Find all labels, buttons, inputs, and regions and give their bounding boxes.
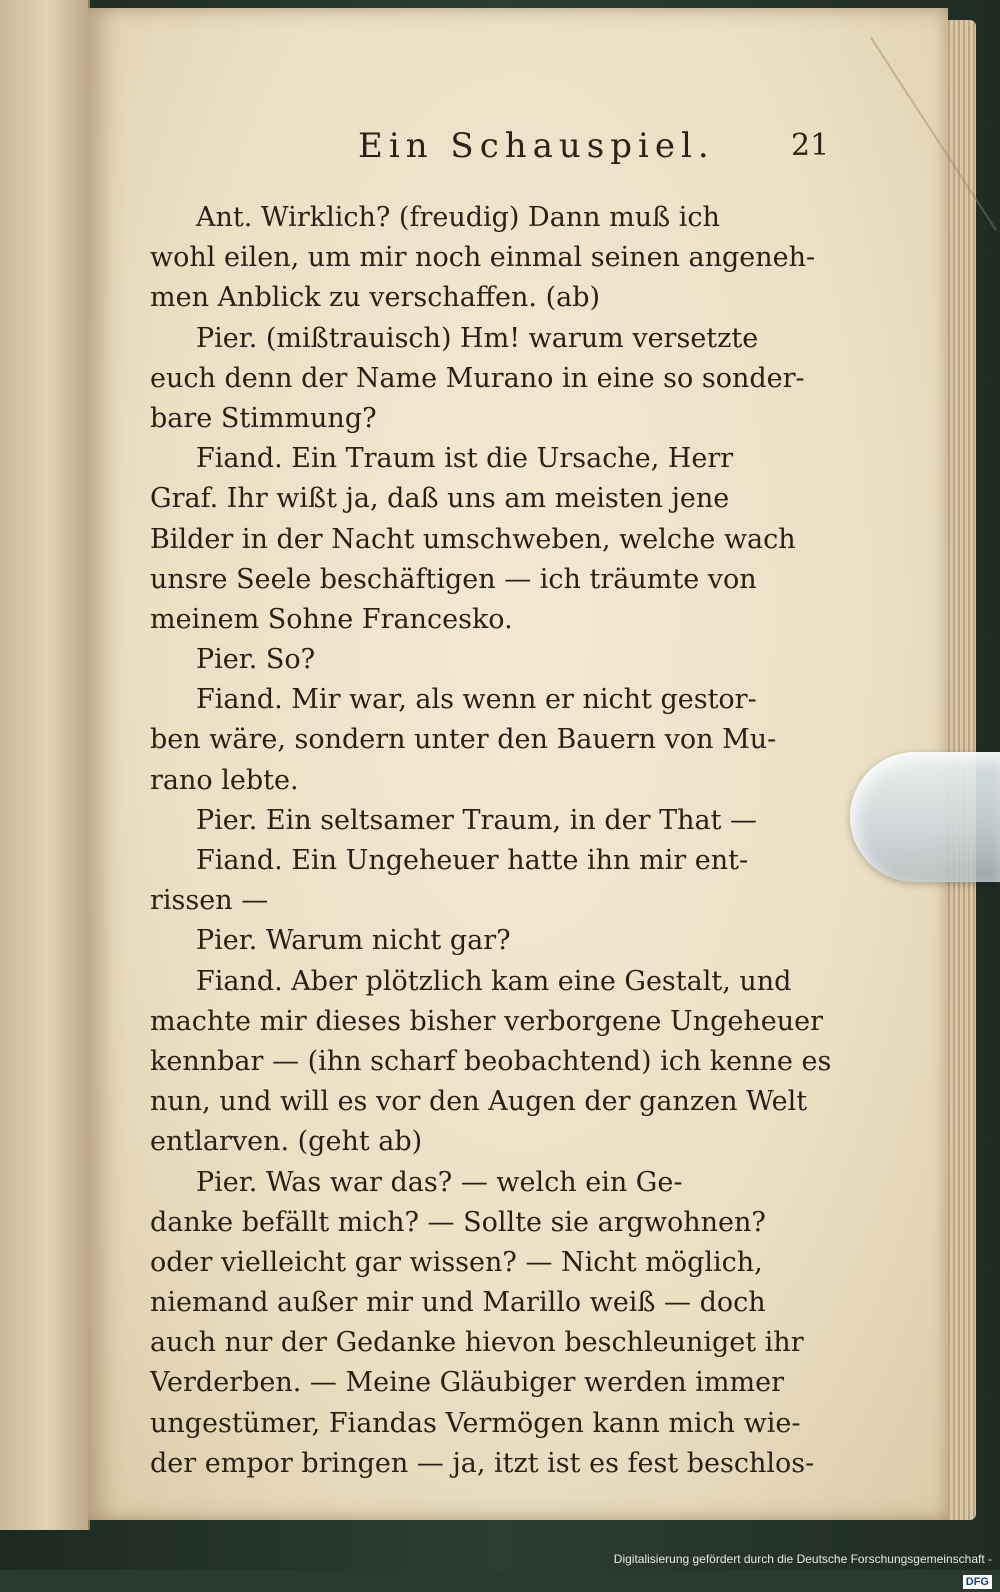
text-line: ben wäre, sondern unter den Bauern von Mu-	[150, 724, 777, 756]
book-page	[88, 8, 948, 1520]
text-line: meinem Sohne Francesko.	[150, 603, 513, 635]
text-line: rano lebte.	[150, 764, 299, 796]
text-line: Fiand. Aber plötzlich kam eine Gestalt, und	[196, 965, 792, 997]
text-line: Pier. Warum nicht gar?	[196, 925, 511, 957]
body-text	[150, 198, 838, 1484]
text-line: nun, und will es vor den Augen der ganzen Welt	[150, 1086, 808, 1118]
text-line: Graf. Ihr wißt ja, daß uns am meisten jene	[150, 483, 730, 515]
text-line: oder vielleicht gar wissen? — Nicht möglich,	[150, 1246, 763, 1278]
text-line: Ant. Wirklich? (freudig) Dann muß ich	[196, 202, 720, 233]
text-line: Bilder in der Nacht umschweben, welche wach	[150, 523, 796, 555]
page-number: 21	[791, 128, 830, 163]
running-title: Ein Schauspiel.	[358, 126, 715, 166]
text-line: Pier. (mißtrauisch) Hm! warum versetzte	[196, 322, 759, 354]
credit-text: Digitalisierung gefördert durch die Deutsche Forschungsgemeinschaft -	[613, 1552, 992, 1566]
text-line: niemand außer mir und Marillo weiß — doch	[150, 1287, 766, 1319]
text-line: Pier. Was war das? — welch ein Ge-	[196, 1166, 683, 1198]
text-line: danke befällt mich? — Sollte sie argwohnen?	[150, 1206, 766, 1238]
text-line: rissen —	[150, 885, 269, 917]
text-line: bare Stimmung?	[150, 402, 377, 434]
text-line: Fiand. Mir war, als wenn er nicht gestor-	[196, 684, 757, 716]
text-line: Pier. Ein seltsamer Traum, in der That —	[196, 804, 758, 836]
text-line: unsre Seele beschäftigen — ich träumte von	[150, 563, 757, 595]
text-line: Fiand. Ein Ungeheuer hatte ihn mir ent-	[196, 845, 749, 876]
facing-page-edge	[0, 0, 90, 1530]
text-line: wohl eilen, um mir noch einmal seinen angeneh-	[150, 242, 816, 274]
dfg-logo: DFG	[963, 1575, 992, 1589]
text-line: kennbar — (ihn scharf beobachtend) ich kenne es	[150, 1045, 832, 1077]
text-line: machte mir dieses bisher verborgene Ungeheuer	[150, 1005, 823, 1037]
text-line: Pier. So?	[196, 644, 316, 676]
text-line: der empor bringen — ja, itzt ist es fest beschlos-	[150, 1447, 815, 1479]
running-head	[88, 126, 948, 176]
text-line: men Anblick zu verschaffen. (ab)	[150, 282, 601, 314]
text-line: euch denn der Name Murano in eine so sonder-	[150, 362, 805, 394]
text-line: Fiand. Ein Traum ist die Ursache, Herr	[196, 443, 734, 475]
text-line: Verderben. — Meine Gläubiger werden immer	[150, 1367, 784, 1399]
glass-page-holder	[850, 752, 1000, 882]
text-line: auch nur der Gedanke hievon beschleuniget ihr	[150, 1327, 804, 1359]
digitization-credit	[600, 1548, 1000, 1588]
text-line: entlarven. (geht ab)	[150, 1126, 423, 1158]
text-line: ungestümer, Fiandas Vermögen kann mich wie-	[150, 1407, 801, 1439]
